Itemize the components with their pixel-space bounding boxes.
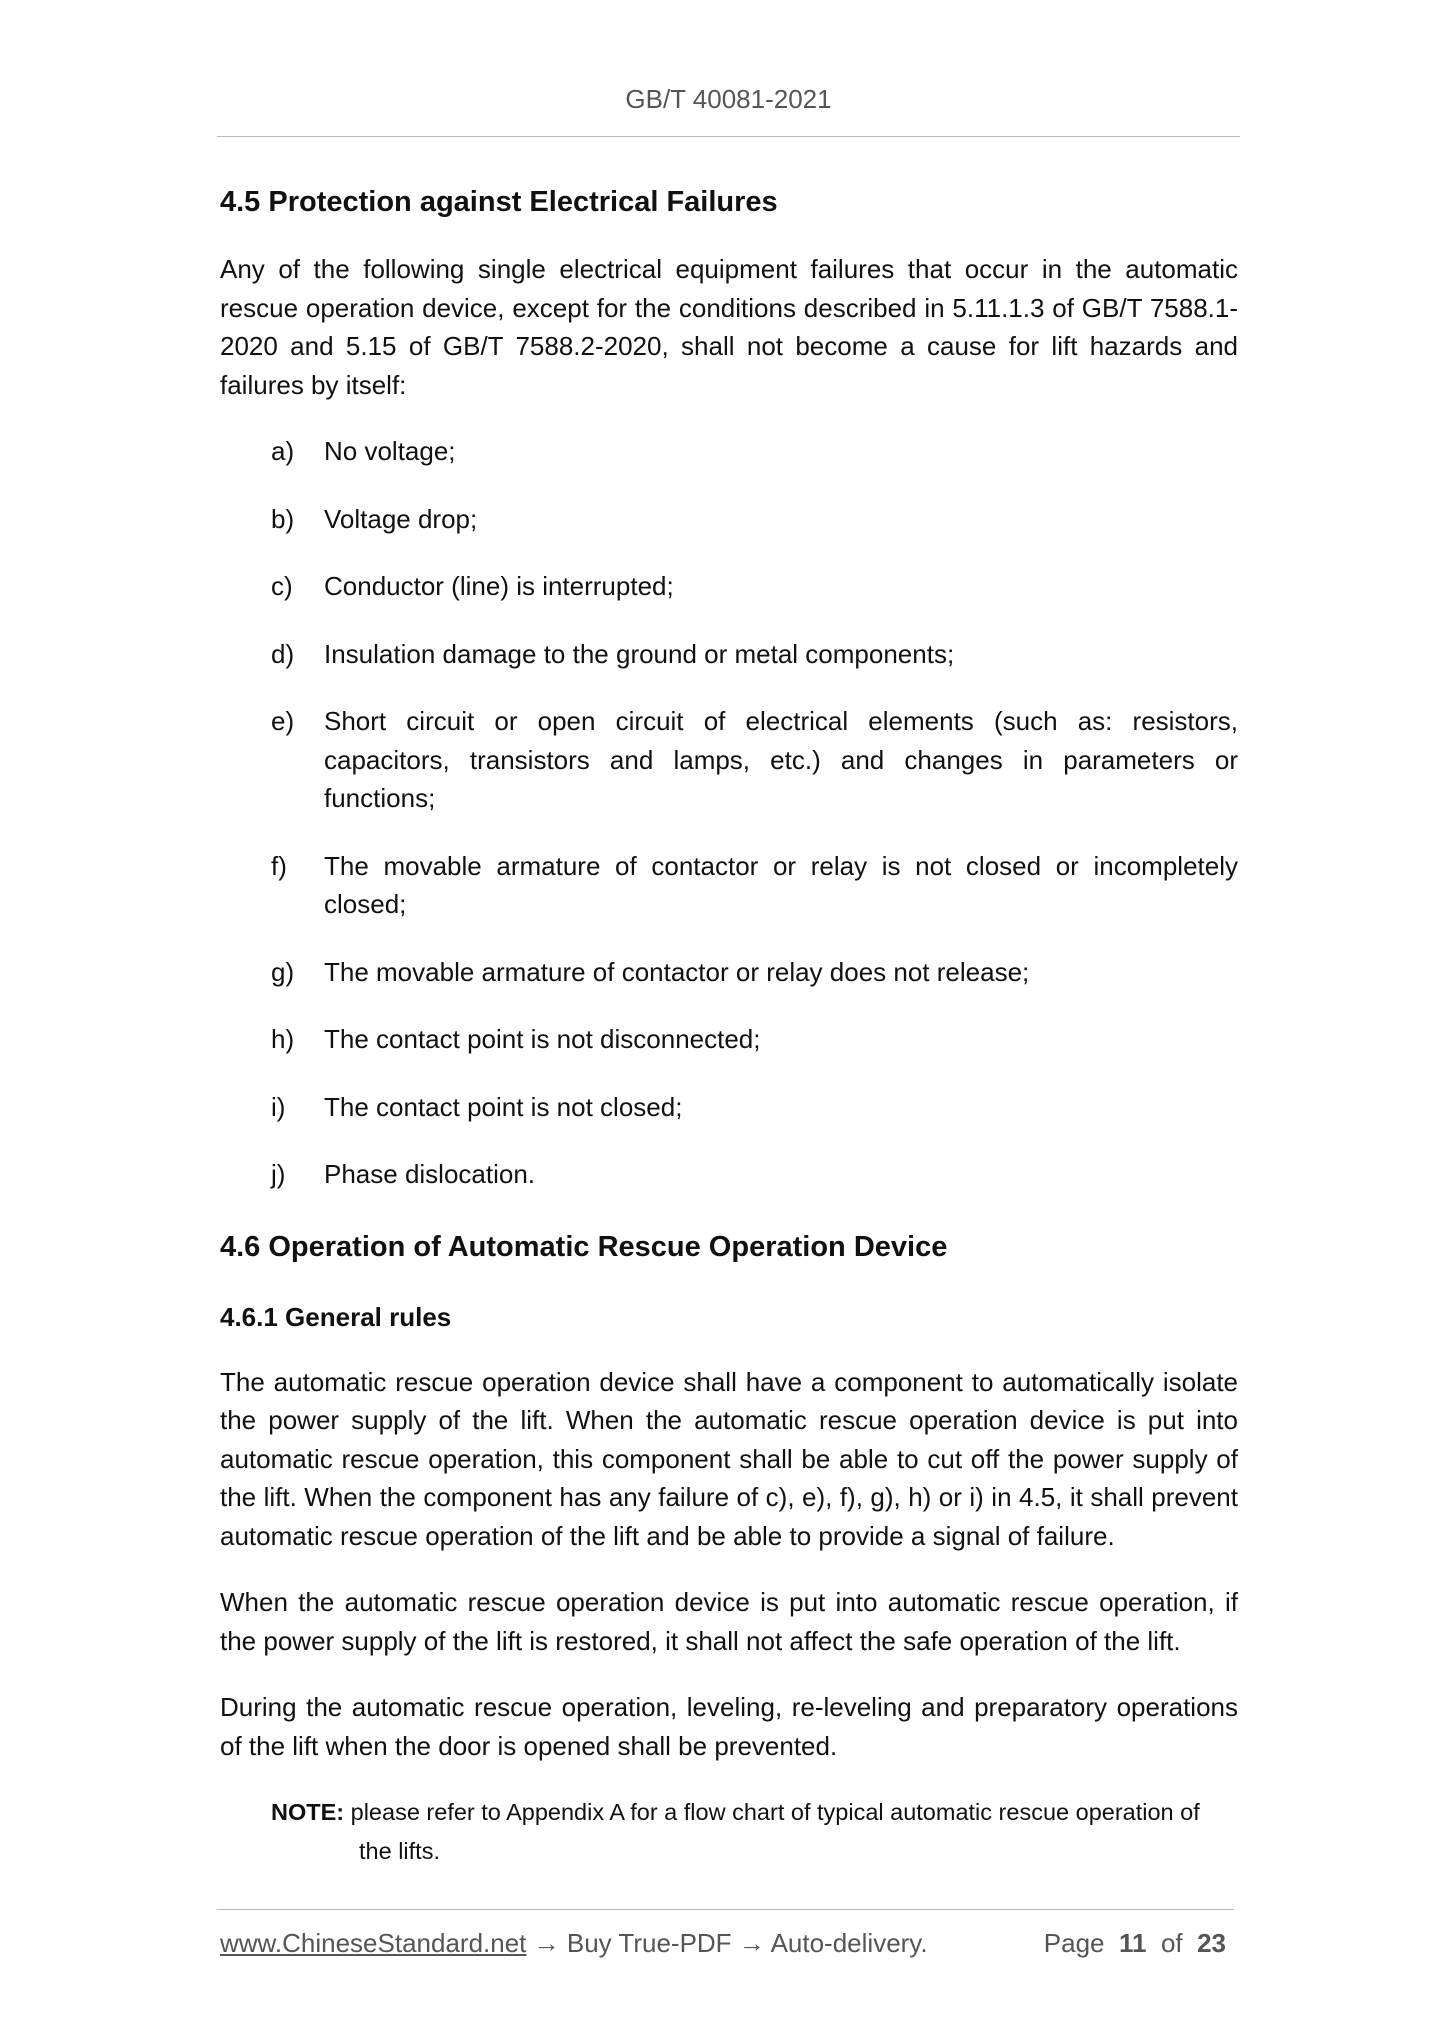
list-item	[220, 432, 1238, 471]
list-item-text: Phase dislocation.	[324, 1159, 536, 1189]
page-word: Page	[1043, 1928, 1105, 1958]
of-word: of	[1160, 1928, 1183, 1958]
list-item	[220, 702, 1238, 818]
note-label: NOTE:	[271, 1799, 345, 1825]
list-marker: j)	[271, 1159, 286, 1189]
list-marker: h)	[271, 1024, 295, 1054]
section-4-6-1-paragraph: During the automatic rescue operation, leveling, re-leveling and preparatory operations of the lift when the door is opened shall be prevented.	[220, 1692, 1238, 1761]
section-4-6-1-paragraph: When the automatic rescue operation device is put into automatic rescue operation, if the power supply of the lift is restored, it shall not affect the safe operation of the lift.	[220, 1587, 1238, 1656]
section-4-5-intro: Any of the following single electrical equipment failures that occur in the automatic rescue operation device, except for the conditions described in 5.11.1.3 of GB/T 7588.1-2020 and 5.15 of GB/T 7588.2-2020, shall not become a cause for lift hazards and failures by itself:	[220, 254, 1238, 400]
list-item-text: The contact point is not disconnected;	[324, 1024, 761, 1054]
footer-promo	[220, 1928, 928, 1959]
note-block	[271, 1793, 1238, 1870]
list-item-text: Insulation damage to the ground or metal components;	[324, 638, 955, 669]
page-content	[220, 178, 1238, 1870]
header-standard-number: GB/T 40081-2021	[625, 84, 832, 114]
list-item-text: Conductor (line) is interrupted;	[324, 571, 674, 601]
section-4-6-1-paragraph: The automatic rescue operation device shall have a component to automatically isolate the power supply of the lift. When the automatic rescue operation device is put into automatic rescue operation, this component shall be able to cut off the power supply of the lift. When the component has any failure of c), e), f), g), h) or i) in 4.5, it shall prevent automatic rescue operation of the lift and be able to provide a signal of failure.	[220, 1366, 1238, 1551]
note-text: please refer to Appendix A for a flow chart of typical automatic rescue operation of	[350, 1799, 1200, 1825]
list-item-text: The contact point is not closed;	[324, 1091, 683, 1122]
list-marker: b)	[271, 503, 295, 534]
list-item-text: The movable armature of contactor or relay is not closed or incompletely closed;	[324, 850, 1238, 919]
footer	[220, 1928, 1234, 1968]
section-4-6-heading: 4.6 Operation of Automatic Rescue Operation Device	[220, 1230, 948, 1263]
note-text-continued: the lifts.	[359, 1837, 440, 1864]
list-item	[220, 567, 1238, 606]
page-total: 23	[1197, 1928, 1226, 1958]
list-marker: e)	[271, 706, 295, 736]
list-item	[220, 1155, 1238, 1194]
list-item	[220, 953, 1238, 992]
section-4-5-heading: 4.5 Protection against Electrical Failures	[220, 186, 778, 218]
list-item	[220, 1088, 1238, 1127]
page-indicator	[1044, 1928, 1226, 1959]
list-marker: d)	[271, 638, 295, 669]
list-marker: c)	[271, 571, 293, 601]
list-marker: a)	[271, 436, 295, 466]
list-item-text: The movable armature of contactor or relay does not release;	[324, 956, 1030, 987]
page-current: 11	[1118, 1928, 1147, 1958]
list-item	[220, 635, 1238, 674]
list-item-text: Short circuit or open circuit of electrical elements (such as: resistors, capacitors, transistors and lamps, etc.) and changes in parameters or functions;	[324, 706, 1238, 813]
list-item	[220, 500, 1238, 539]
footer-divider	[217, 1909, 1234, 1910]
header-divider	[217, 136, 1240, 137]
list-marker: f)	[271, 850, 287, 881]
list-item-text: No voltage;	[324, 436, 456, 466]
list-marker: g)	[271, 956, 295, 987]
list-item-text: Voltage drop;	[324, 503, 478, 534]
list-item	[220, 1020, 1238, 1059]
failure-list	[220, 432, 1238, 1194]
footer-tagline: → Buy True-PDF → Auto-delivery.	[526, 1928, 928, 1958]
section-4-6-1-heading: 4.6.1 General rules	[220, 1301, 452, 1332]
list-marker: i)	[271, 1091, 286, 1122]
list-item	[220, 847, 1238, 924]
website-link[interactable]: www.ChineseStandard.net	[220, 1928, 527, 1958]
